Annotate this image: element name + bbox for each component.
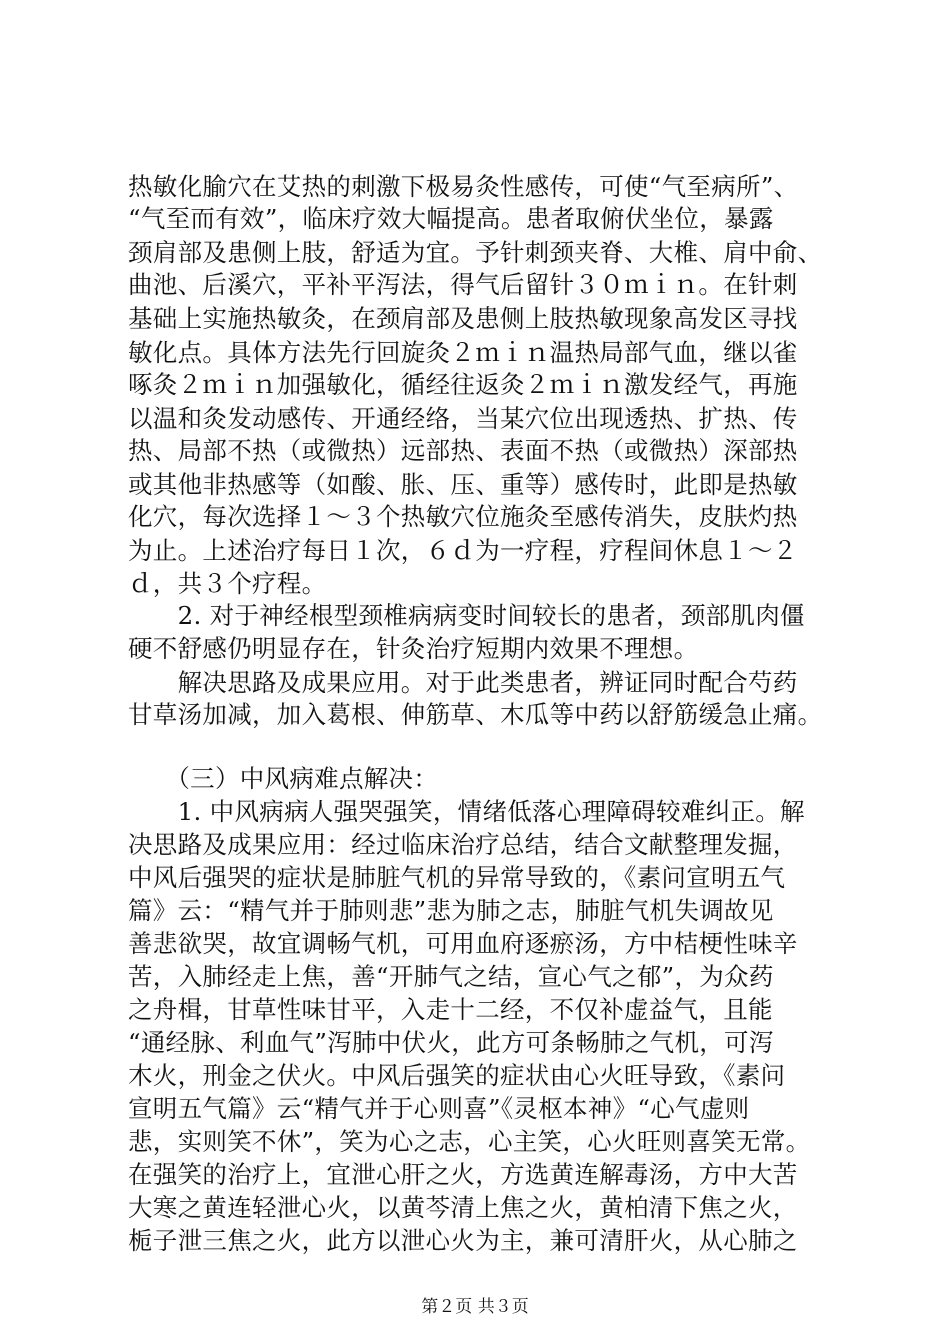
text-line: 热敏化腧穴在艾热的刺激下极易灸性感传，可使“气至病所”、 bbox=[128, 172, 799, 201]
text-line: 甘草汤加减，加入葛根、伸筋草、木瓜等中药以舒筋缓急止痛。 bbox=[128, 700, 823, 729]
text-line: 悲，实则笑不休”，笑为心之志，心主笑，心火旺则喜笑无常。 bbox=[128, 1127, 811, 1156]
text-line: 化穴，每次选择１～３个热敏穴位施灸至感传消失，皮肤灼热 bbox=[128, 502, 798, 531]
text-line: 2. 对于神经根型颈椎病病变时间较长的患者，颈部肌肉僵 bbox=[128, 601, 805, 630]
text-line: 善悲欲哭，故宜调畅气机，可用血府逐瘀汤，方中桔梗性味辛 bbox=[128, 929, 798, 958]
text-line: 栀子泄三焦之火，此方以泄心火为主，兼可清肝火，从心肺之 bbox=[128, 1226, 798, 1255]
section-heading: （三）中风病难点解决： bbox=[128, 764, 439, 793]
text-line: 大寒之黄连轻泄心火，以黄芩清上焦之火，黄柏清下焦之火， bbox=[128, 1193, 798, 1222]
text-line: 以温和灸发动感传、开通经络，当某穴位出现透热、扩热、传 bbox=[128, 404, 798, 433]
page-footer: 第２页 共３页 bbox=[421, 1297, 529, 1317]
text-line: 决思路及成果应用：经过临床治疗总结，结合文献整理发掘， bbox=[128, 830, 798, 859]
text-line: 1. 中风病病人强哭强笑，情绪低落心理障碍较难纠正。解 bbox=[128, 797, 805, 826]
text-line: 或其他非热感等（如酸、胀、压、重等）感传时，此即是热敏 bbox=[128, 470, 798, 499]
text-line: 中风后强哭的症状是肺脏气机的异常导致的，《素问宣明五气 bbox=[128, 863, 786, 892]
text-line: 基础上实施热敏灸，在颈肩部及患侧上肢热敏现象高发区寻找 bbox=[128, 304, 798, 333]
text-line: 曲池、后溪穴，平补平泻法，得气后留针３０ｍｉｎ。在针刺 bbox=[128, 270, 798, 299]
text-line: “气至而有效”，临床疗效大幅提高。患者取俯伏坐位，暴露 bbox=[128, 204, 774, 233]
text-line: 木火，刑金之伏火。中风后强笑的症状由心火旺导致，《素问 bbox=[128, 1061, 786, 1090]
text-line: 热、局部不热（或微热）远部热、表面不热（或微热）深部热 bbox=[128, 436, 798, 465]
text-line: 篇》云：“精气并于肺则悲”悲为肺之志，肺脏气机失调故见 bbox=[128, 896, 774, 925]
text-line: ｄ，共３个疗程。 bbox=[128, 569, 327, 598]
text-line: 在强笑的治疗上，宜泄心肝之火，方选黄连解毒汤，方中大苦 bbox=[128, 1160, 798, 1189]
text-line: 硬不舒感仍明显存在，针灸治疗短期内效果不理想。 bbox=[128, 634, 699, 663]
text-line: 解决思路及成果应用。对于此类患者，辨证同时配合芍药 bbox=[128, 668, 798, 697]
text-line: 苦，入肺经走上焦，善“开肺气之结，宣心气之郁”，为众药 bbox=[128, 962, 774, 991]
text-line: “通经脉、利血气”泻肺中伏火，此方可条畅肺之气机，可泻 bbox=[128, 1028, 774, 1057]
text-line: 为止。上述治疗每日１次，６ｄ为一疗程，疗程间休息１～２ bbox=[128, 536, 798, 565]
text-line: 颈肩部及患侧上肢，舒适为宜。予针刺颈夹脊、大椎、肩中俞、 bbox=[128, 238, 823, 267]
text-line: 敏化点。具体方法先行回旋灸２ｍｉｎ温热局部气血，继以雀 bbox=[128, 338, 798, 367]
text-line: 之舟楫，甘草性味甘平，入走十二经，不仅补虚益气，且能 bbox=[128, 995, 773, 1024]
text-line: 宣明五气篇》云“精气并于心则喜”《灵枢本神》“心气虚则 bbox=[128, 1094, 750, 1123]
text-line: 啄灸２ｍｉｎ加强敏化，循经往返灸２ｍｉｎ激发经气，再施 bbox=[128, 370, 798, 399]
